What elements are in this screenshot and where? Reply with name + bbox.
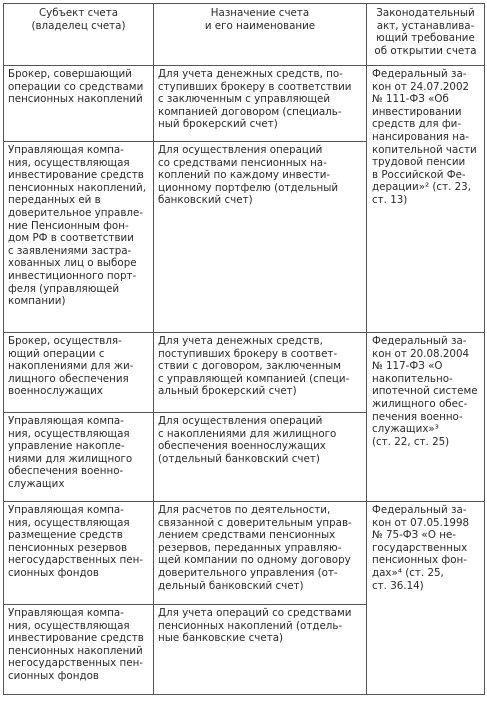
purpose-cell: Для учета денежных средств, поступивших брокеру в соответ- ствии с договором, заключенным с управляющей компанией (специ- альный брокерский счет): [154, 333, 367, 413]
purpose-cell: Для учета денежных средств, по- ступивших брокеру в соответствии с заключенным с управляющей компанией договором (специаль- ный брокерский счет): [154, 66, 367, 142]
law-cell-111-fz: Федеральный за- кон от 24.07.2002 № 111-ФЗ «Об инвестировании средств для фи- нансирования на- копительной части трудовой пенсии в Российской Фе- дерации»² (ст. 23, ст. 13): [367, 66, 485, 333]
accounts-table: [3, 3, 485, 695]
subject-cell: Управляющая компа- ния, осуществляющая инвестирование средств пенсионных накоплений негосударственных пен- сионных фондов: [4, 605, 154, 695]
header-subject: Субъект счета (владелец счета): [4, 4, 154, 66]
subject-cell: Брокер, осуществля- ющий операции с накоплениями для жи- лищного обеспечения военнослужащих: [4, 333, 154, 413]
purpose-cell: Для расчетов по деятельности, связанной с доверительным управ- лением средствами пенсионных резервов, переданных управляю- щей компании по одному договору доверительного управления (от- дельный банковский счет): [154, 502, 367, 605]
table-header-row: [4, 4, 485, 66]
table-row: [4, 333, 485, 413]
table-row: [4, 66, 485, 142]
header-law: Законодательный акт, устанавлива- ющий требование об открытии счета: [367, 4, 485, 66]
header-purpose: Назначение счета и его наименование: [154, 4, 367, 66]
purpose-cell: Для осуществления операций со средствами пенсионных на- коплений по каждому инвести- ционному портфелю (отдельный банковский счет): [154, 142, 367, 333]
purpose-cell: Для осуществления операций с накоплениями для жилищного обеспечения военнослужащих (отдельный банковский счет): [154, 413, 367, 502]
law-cell-75-fz: Федеральный за- кон от 07.05.1998 № 75-ФЗ «О не- государственных пенсионных фон- дах»⁴ (ст. 25, ст. 36.14): [367, 502, 485, 695]
law-cell-117-fz: Федеральный за- кон от 20.08.2004 № 117-ФЗ «О накопительно- ипотечной системе жилищного обес- печения военно- служащих»³ (ст. 22, ст. 25): [367, 333, 485, 502]
subject-cell: Управляющая компа- ния, осуществляющая управление накопле- ниями для жилищного обеспечения военно- служащих: [4, 413, 154, 502]
subject-cell: Управляющая компа- ния, осуществляющая размещение средств пенсионных резервов негосударственных пен- сионных фондов: [4, 502, 154, 605]
purpose-cell: Для учета операций со средствами пенсионных накоплений (отдель- ные банковские счета): [154, 605, 367, 695]
subject-cell: Брокер, совершающий операции со средствами пенсионных накоплений: [4, 66, 154, 142]
table-row: [4, 502, 485, 605]
subject-cell: Управляющая компа- ния, осуществляющая инвестирование средств пенсионных накоплений, переданных ей в доверительное управле- ние Пенсионным фон- дом РФ в соответствии с заявлениями застра- хованных лиц о выборе инвестиционного порт- феля (управляющей компании): [4, 142, 154, 333]
